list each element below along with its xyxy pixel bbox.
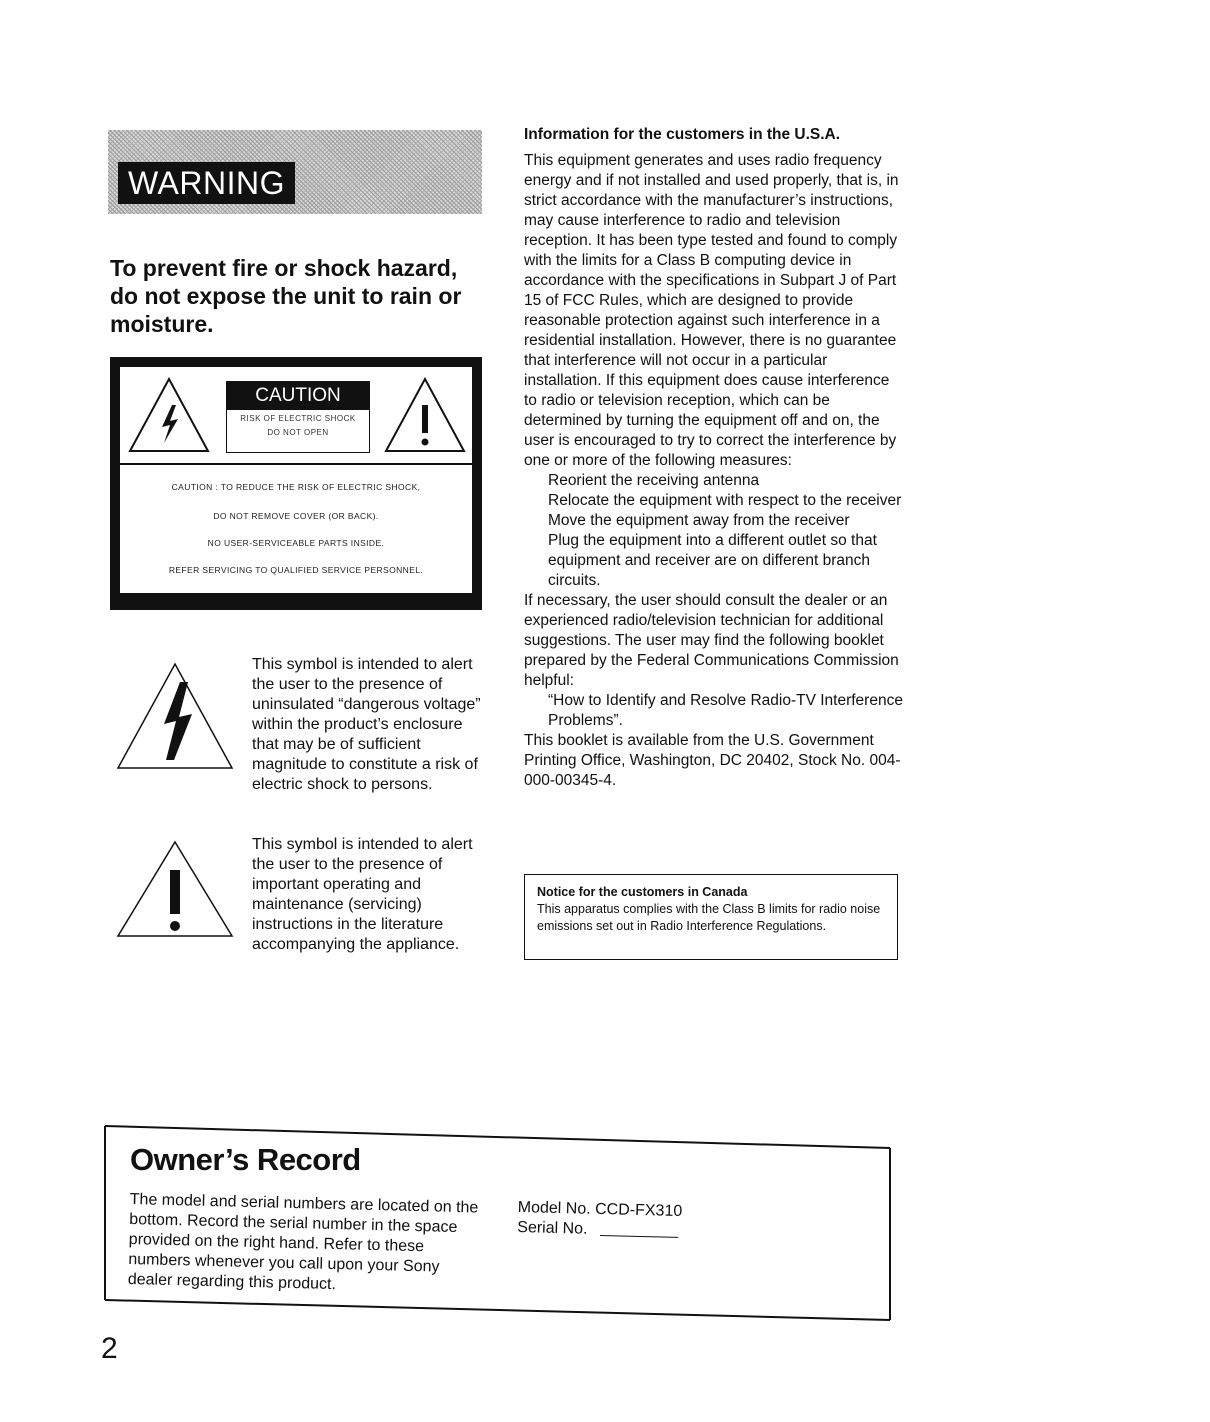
caution-line-3: NO USER-SERVICEABLE PARTS INSIDE. — [207, 538, 385, 548]
model-label: Model No. — [517, 1198, 591, 1218]
caution-title: CAUTION — [227, 382, 369, 410]
owners-record-text: The model and serial numbers are located on the bottom. Record the serial number in the space provided on the right hand. Refer to these numbers whenever you call upon your Sony dealer regarding this product. — [127, 1190, 479, 1294]
usa-info-heading: Information for the customers in the U.S.A. — [524, 126, 841, 143]
owners-record-title: Owner’s Record — [130, 1142, 361, 1177]
measure-item: Reorient the receiving antenna — [548, 472, 760, 489]
caution-line-2: DO NOT REMOVE COVER (OR BACK). — [213, 511, 379, 521]
hazard-heading: To prevent fire or shock hazard, do not expose the unit to rain or moisture. — [110, 255, 462, 337]
model-serial-info — [517, 1198, 682, 1242]
exclamation-symbol-icon — [116, 840, 234, 940]
serial-label: Serial No. — [517, 1218, 588, 1238]
warning-label — [118, 162, 295, 204]
canada-notice-title: Notice for the customers in Canada — [537, 885, 748, 899]
usa-info-intro: This equipment generates and uses radio frequency energy and if not installed and used properly, that is, in strict accordance with the manufacturer’s instructions, may cause interference to radio and television reception. It has been type tested and found to comply with the limits for a Class B computing device in accordance with the specifications in Subpart J of Part 15 of FCC Rules, which are designed to provide reasonable protection against such interference in a residential installation. However, there is no guarantee that interference will not occur in a particular installation. If this equipment does cause interference to radio or television reception, which can be determined by turning the equipment off and on, the user is encouraged to try to correct the interference by one or more of the following measures: — [524, 152, 899, 469]
lightning-triangle-icon — [126, 375, 212, 455]
lightning-symbol-icon — [116, 662, 234, 772]
canada-notice-text: This apparatus complies with the Class B limits for radio noise emissions set out in Radio Interference Regulations. — [537, 902, 881, 933]
caution-line-4: REFER SERVICING TO QUALIFIED SERVICE PERSONNEL. — [168, 565, 424, 575]
page-number: 2 — [101, 1332, 118, 1365]
measure-item: Plug the equipment into a different outlet so that equipment and receiver are on different branch circuits. — [548, 532, 877, 589]
warning-label-text: WARNING — [128, 165, 285, 201]
measure-item: Move the equipment away from the receiver — [548, 512, 850, 529]
caution-risk-line: RISK OF ELECTRIC SHOCK — [240, 414, 356, 423]
usa-info-body — [524, 151, 904, 791]
warning-banner — [108, 130, 482, 214]
canada-notice-box — [524, 874, 898, 960]
caution-do-not-open: DO NOT OPEN — [267, 428, 329, 437]
exclamation-triangle-icon — [382, 375, 468, 455]
serial-number-line — [517, 1218, 682, 1242]
caution-label-box — [110, 357, 482, 610]
lightning-symbol-text: This symbol is intended to alert the user to the presence of uninsulated “dangerous voltage” within the product’s enclosure that may be of sufficient magnitude to constitute a risk of electric shock to persons. — [252, 656, 481, 793]
caution-label-text-panel — [120, 465, 472, 593]
caution-label-top — [120, 367, 472, 463]
caution-line-1: CAUTION : TO REDUCE THE RISK OF ELECTRIC SHOCK, — [171, 482, 421, 492]
caution-center-panel — [226, 381, 370, 453]
usa-info-booklet: “How to Identify and Resolve Radio-TV Interference Problems”. — [548, 692, 903, 729]
model-value: CCD-FX310 — [594, 1200, 683, 1221]
measure-item: Relocate the equipment with respect to the receiver — [548, 492, 902, 509]
usa-info-availability: This booklet is available from the U.S. Government Printing Office, Washington, DC 20402, Stock No. 004-000-00345-4. — [524, 732, 901, 789]
usa-info-consult: If necessary, the user should consult the dealer or an experienced radio/television technician for additional suggestions. The user may find the following booklet prepared by the Federal Communications Commission helpful: — [524, 592, 899, 689]
exclamation-symbol-text: This symbol is intended to alert the user to the presence of important operating and maintenance (servicing) instructions in the literature accompanying the appliance. — [252, 836, 473, 953]
serial-blank-line — [600, 1235, 678, 1238]
